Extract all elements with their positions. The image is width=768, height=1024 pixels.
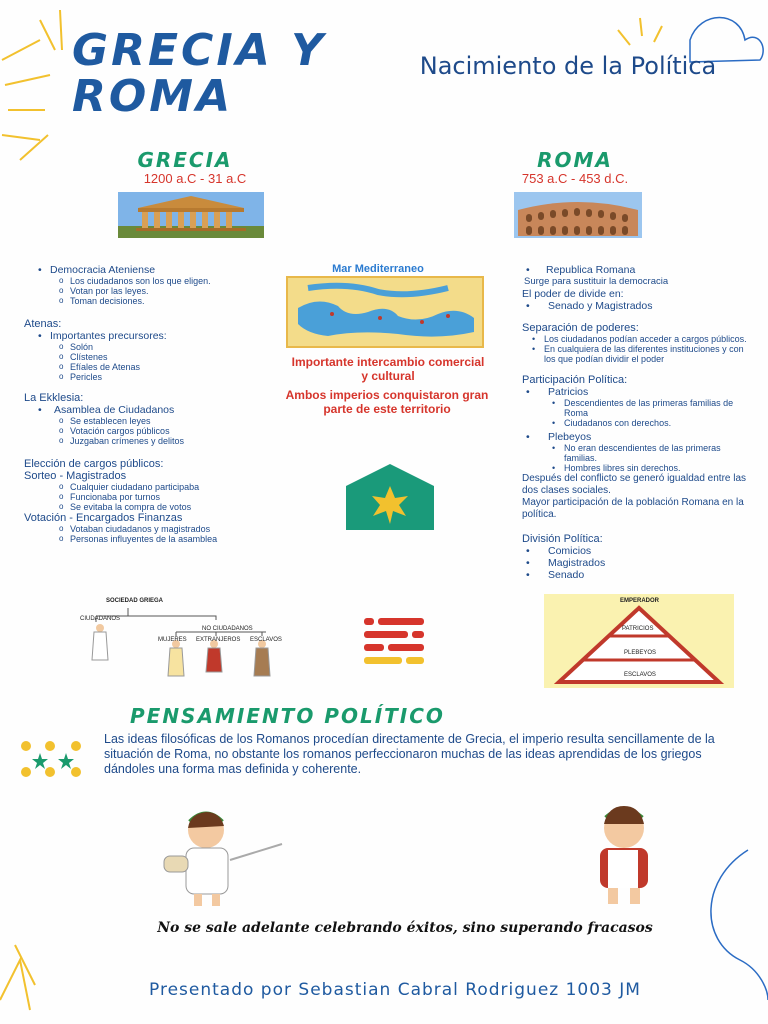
list-item: o Votación cargos públicos xyxy=(24,426,294,436)
colosseum-image xyxy=(514,192,642,238)
intercambio-note: Importante intercambio comercial y cultural xyxy=(291,355,485,383)
mayor-text: Mayor participación de la población Romana en la política. xyxy=(522,497,744,520)
list-item: • Hombres libres sin derechos. xyxy=(522,463,752,473)
poder-label: El poder de divide en: xyxy=(522,288,624,300)
stripes-icon xyxy=(364,618,424,664)
list-item: o Votaban ciudadanos y magistrados xyxy=(24,524,224,534)
division-label: División Política: xyxy=(522,533,603,545)
dots-decoration-icon xyxy=(20,740,86,780)
pensamiento-title: PENSAMIENTO POLÍTICO xyxy=(130,704,445,728)
esclavos-griegos-label: ESCLAVOS xyxy=(250,637,282,643)
list-item: o Personas influyentes de la asamblea xyxy=(24,534,224,544)
piramide-romana-diagram xyxy=(544,594,734,688)
map-title: Mar Mediterraneo xyxy=(332,263,424,275)
list-item: • Republica Romana xyxy=(522,264,752,276)
plebeyos-label: PLEBEYOS xyxy=(624,650,657,656)
list-item: o Clístenes xyxy=(24,352,294,362)
grecia-content xyxy=(24,264,294,544)
list-item: o Solón xyxy=(24,342,294,352)
republica-note: Surge para sustituir la democracia xyxy=(524,276,669,287)
house-star-icon xyxy=(346,464,434,530)
list-item: o Cualquier ciudadano participaba xyxy=(24,482,294,492)
votacion-label: Votación - Encargados Finanzas xyxy=(24,512,183,524)
sorteo-label: Sorteo - Magistrados xyxy=(24,470,127,482)
no-ciudadanos-label: NO CIUDADANOS xyxy=(202,626,253,632)
mujeres-label: MUJERES xyxy=(158,637,187,643)
list-item: • Senado xyxy=(522,569,752,581)
roma-content xyxy=(522,264,752,581)
eleccion-label: Elección de cargos públicos: xyxy=(24,458,164,470)
list-item: • Descendientes de las primeras familias de Roma xyxy=(522,398,752,418)
roma-dates: 753 a.C - 453 d.C. xyxy=(521,171,629,186)
separacion-label: Separación de poderes: xyxy=(522,322,639,334)
emperador-label: EMPERADOR xyxy=(620,598,660,604)
quote-text: No se sale adelante celebrando éxitos, sino superando fracasos xyxy=(157,920,653,936)
list-item: • Los ciudadanos podían acceder a cargos públicos. xyxy=(522,334,752,344)
list-item: o Pericles xyxy=(24,372,294,382)
pensamiento-text: Las ideas filosóficas de los Romanos procedían directamente de Grecia, el imperio resulta sencillamente de la situación de Roma, no obstante los romanos perfeccionaron muchas de las ideas aprendidas de los griegos dándoles una forma mas definida y coherente. xyxy=(104,732,715,776)
list-item: • Magistrados xyxy=(522,557,752,569)
list-item: • Importantes precursores: xyxy=(24,330,294,342)
atenas-label: Atenas: xyxy=(24,318,62,330)
list-item: • Comicios xyxy=(522,545,752,557)
list-item: o Votan por las leyes. xyxy=(24,286,294,296)
list-item: o Se evitaba la compra de votos xyxy=(24,502,294,512)
mediterranean-map xyxy=(286,276,484,348)
ekklesia-label: La Ekklesia: xyxy=(24,392,84,404)
patricios-label: PATRICIOS xyxy=(622,626,654,632)
page-title: GRECIA Y ROMA xyxy=(72,25,326,122)
list-item: o Se establecen leyes xyxy=(24,416,294,426)
grecia-title: GRECIA xyxy=(137,148,233,172)
list-item: o Los ciudadanos son los que eligen. xyxy=(24,276,294,286)
list-item: • Plebeyos xyxy=(522,431,752,443)
page-subtitle: Nacimiento de la Política xyxy=(419,52,717,80)
list-item: • Asamblea de Ciudadanos xyxy=(24,404,294,416)
despues-text: Después del conflicto se generó igualdad entre las dos clases sociales. xyxy=(522,473,747,496)
esclavos-romanos-label: ESCLAVOS xyxy=(624,672,656,678)
list-item: o Funcionaba por turnos xyxy=(24,492,294,502)
list-item: • En cualquiera de las diferentes instituciones y con los que podían dividir el poder xyxy=(522,344,752,364)
sociedad-title: SOCIEDAD GRIEGA xyxy=(106,598,164,604)
list-item: o Efíales de Atenas xyxy=(24,362,294,372)
participacion-label: Participación Política: xyxy=(522,374,628,386)
list-item: o Juzgaban crímenes y delitos xyxy=(24,436,294,446)
grecia-dates: 1200 a.C - 31 a.C xyxy=(143,171,247,186)
list-item: • Ciudadanos con derechos. xyxy=(522,418,752,428)
list-item: • Senado y Magistrados xyxy=(522,300,752,312)
greek-temple-image xyxy=(118,192,264,238)
list-item: o Toman decisiones. xyxy=(24,296,294,306)
ciudadanos-label: CIUDADANOS xyxy=(80,616,121,622)
roma-title: ROMA xyxy=(537,148,613,172)
roman-character-illustration xyxy=(574,800,674,908)
conquista-note: Ambos imperios conquistaron gran parte de este territorio xyxy=(285,388,489,416)
footer-credit: Presentado por Sebastian Cabral Rodriguez 1003 JM xyxy=(149,980,641,1000)
greek-character-illustration xyxy=(150,800,290,910)
list-item: • No eran descendientes de las primeras familias. xyxy=(522,443,752,463)
list-item: • Democracia Ateniense xyxy=(24,264,294,276)
list-item: • Patricios xyxy=(522,386,752,398)
extranjeros-label: EXTRANJEROS xyxy=(196,637,241,643)
sociedad-griega-diagram xyxy=(66,596,286,686)
